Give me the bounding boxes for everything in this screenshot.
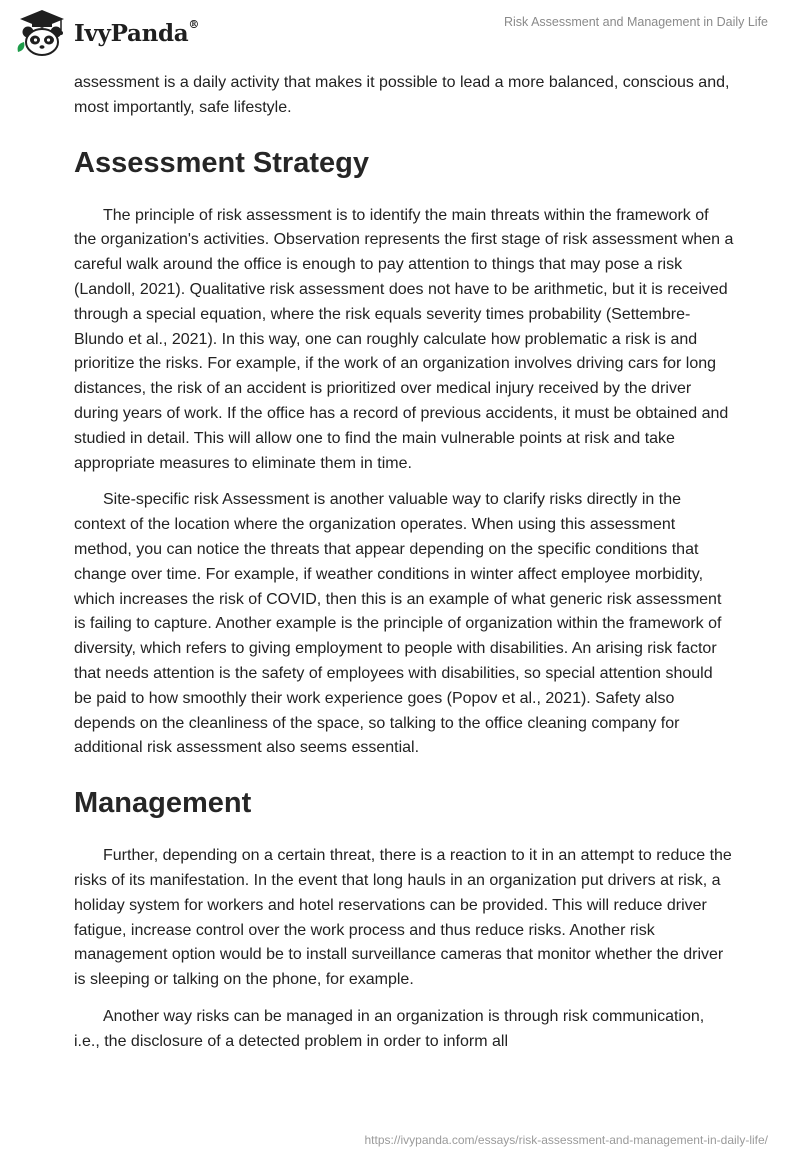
paragraph: Another way risks can be managed in an organization is through risk communication, i.e., the disclosure of a detected problem in order to inform all: [74, 1007, 705, 1050]
intro-paragraph: assessment is a daily activity that makes it possible to lead a more balanced, conscious and, most importantly, safe lifestyle.: [74, 74, 730, 116]
essay-body: [74, 71, 734, 1067]
source-url[interactable]: https://ivypanda.com/essays/risk-assessment-and-management-in-daily-life/: [364, 1133, 768, 1147]
section-heading-assessment-strategy: Assessment Strategy: [74, 146, 369, 179]
logo-text: IvyPanda®: [74, 17, 200, 47]
page-header: [0, 0, 800, 66]
paragraph: Further, depending on a certain threat, there is a reaction to it in an attempt to reduce the risks of its manifestation. In the event that long hauls in an organization put drivers at risk, a holiday system for workers and hotel reservations can be provided. This will reduce driver fatigue, increase control over the work process and thus reduce risks. Another risk management option would be to install surveillance cameras that monitor whether the driver is sleeping or talking on the phone, for example.: [74, 847, 732, 989]
paragraph: Site-specific risk Assessment is another valuable way to clarify risks directly in the context of the location where the organization operates. When using this assessment method, you can notice the threats that appear depending on the specific conditions that change over time. For example, if weather conditions in winter affect employee morbidity, which increases the risk of COVID, then this is an example of what generic risk assessment is failing to capture. Another example is the principle of organization within the framework of diversity, which refers to giving employment to people with disabilities. An arising risk factor that needs attention is the safety of employees with disabilities, so special attention should be paid to how smoothly their work experience goes (Popov et al., 2021). Safety also depends on the cleanliness of the space, so talking to the office cleaning company for additional risk assessment also seems essential.: [74, 491, 722, 757]
paragraph: The principle of risk assessment is to identify the main threats within the framework of the organization's activities. Observation represents the first stage of risk assessment when a careful walk around the office is enough to pay attention to things that may pose a risk (Landoll, 2021). Qualitative risk assessment does not have to be arithmetic, but it is received through a special equation, where the risk equals severity times probability (Settembre-Blundo et al., 2021). In this way, one can roughly calculate how problematic a risk is and prioritize the risks. For example, if the work of an organization involves driving cars for long distances, the risk of an accident is prioritized over medical injury received by the driver during years of work. If the office has a record of previous accidents, it must be obtained and studied in detail. This will allow one to find the main vulnerable points at risk and take appropriate measures to eliminate them in time.: [74, 206, 734, 472]
document-title: Risk Assessment and Management in Daily Life: [503, 15, 768, 29]
ivypanda-logo[interactable]: [14, 8, 199, 58]
panda-graduate-icon: [14, 8, 70, 58]
section-heading-management: Management: [74, 787, 252, 820]
